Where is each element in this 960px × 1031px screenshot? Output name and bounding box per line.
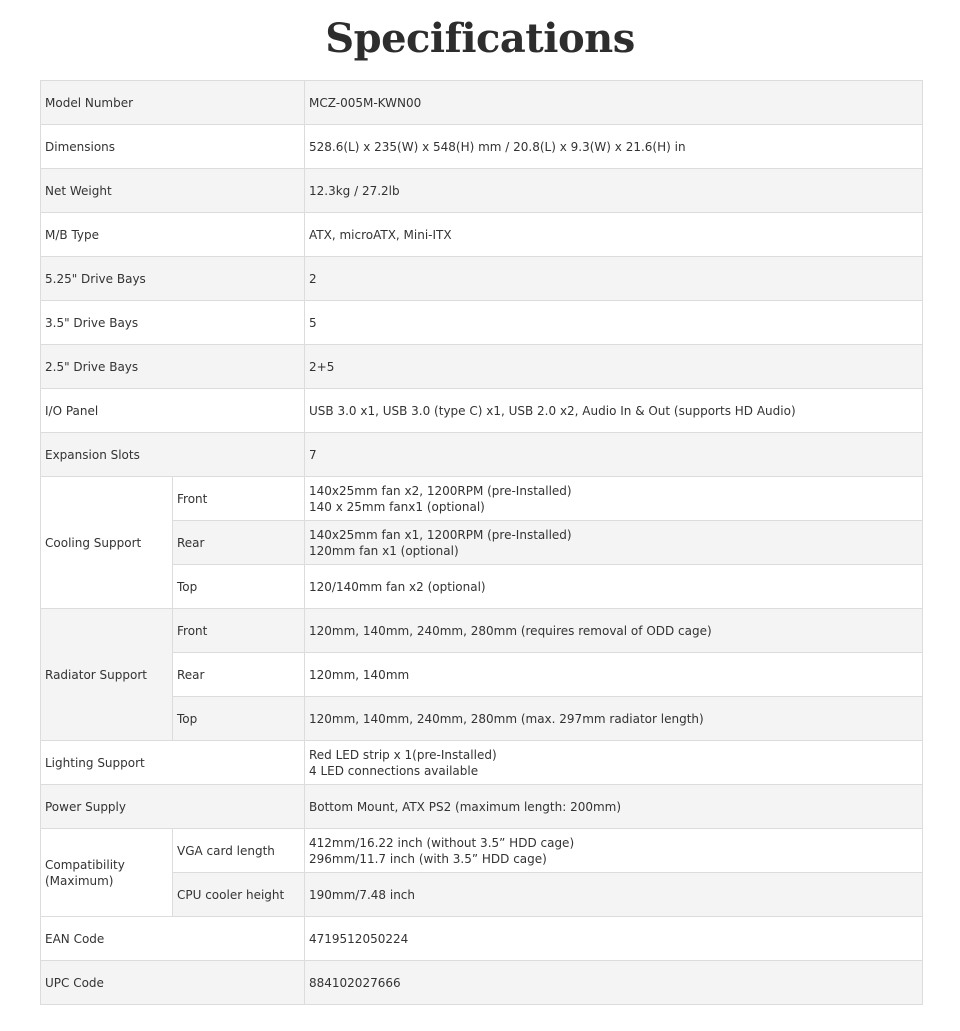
row-cooling-rear	[41, 521, 923, 565]
row-lighting-support	[41, 741, 923, 785]
value-line: 140x25mm fan x2, 1200RPM (pre-Installed)	[309, 483, 572, 498]
row-dimensions	[41, 125, 923, 169]
spec-value: 12.3kg / 27.2lb	[305, 169, 923, 213]
value-line: 4 LED connections available	[309, 763, 479, 778]
group-label-line: Compatibility	[45, 857, 125, 872]
spec-label: Model Number	[41, 81, 305, 125]
row-ean-code	[41, 917, 923, 961]
spec-value: 120mm, 140mm	[305, 653, 923, 697]
sub-label: Top	[173, 697, 305, 741]
group-label-radiator-support: Radiator Support	[41, 609, 173, 741]
spec-value: 7	[305, 433, 923, 477]
sub-label: Front	[173, 477, 305, 521]
row-mb-type	[41, 213, 923, 257]
spec-value	[305, 521, 923, 565]
row-upc-code	[41, 961, 923, 1005]
value-line: 296mm/11.7 inch (with 3.5” HDD cage)	[309, 851, 547, 866]
spec-value: USB 3.0 x1, USB 3.0 (type C) x1, USB 2.0 x2, Audio In & Out (supports HD Audio)	[305, 389, 923, 433]
spec-label: EAN Code	[41, 917, 305, 961]
row-35-drive-bays	[41, 301, 923, 345]
row-compat-vga	[41, 829, 923, 873]
spec-value: 4719512050224	[305, 917, 923, 961]
row-525-drive-bays	[41, 257, 923, 301]
group-label-line: (Maximum)	[45, 873, 114, 888]
row-cooling-front	[41, 477, 923, 521]
spec-value: 2	[305, 257, 923, 301]
spec-value: 2+5	[305, 345, 923, 389]
value-line: 140 x 25mm fanx1 (optional)	[309, 499, 485, 514]
spec-value: 5	[305, 301, 923, 345]
row-model-number	[41, 81, 923, 125]
row-radiator-rear	[41, 653, 923, 697]
sub-label: Front	[173, 609, 305, 653]
spec-label: 5.25" Drive Bays	[41, 257, 305, 301]
row-net-weight	[41, 169, 923, 213]
value-line: Red LED strip x 1(pre-Installed)	[309, 747, 497, 762]
group-label-compatibility	[41, 829, 173, 917]
row-25-drive-bays	[41, 345, 923, 389]
spec-value	[305, 829, 923, 873]
spec-value: Bottom Mount, ATX PS2 (maximum length: 200mm)	[305, 785, 923, 829]
sub-label: CPU cooler height	[173, 873, 305, 917]
value-line: 140x25mm fan x1, 1200RPM (pre-Installed)	[309, 527, 572, 542]
spec-label: Power Supply	[41, 785, 305, 829]
spec-value: 884102027666	[305, 961, 923, 1005]
row-radiator-top	[41, 697, 923, 741]
spec-value	[305, 741, 923, 785]
spec-label: Expansion Slots	[41, 433, 305, 477]
sub-label: Top	[173, 565, 305, 609]
row-io-panel	[41, 389, 923, 433]
spec-label: Dimensions	[41, 125, 305, 169]
spec-value: 120mm, 140mm, 240mm, 280mm (max. 297mm radiator length)	[305, 697, 923, 741]
value-line: 120mm fan x1 (optional)	[309, 543, 459, 558]
spec-value: ATX, microATX, Mini-ITX	[305, 213, 923, 257]
sub-label: Rear	[173, 653, 305, 697]
row-radiator-front	[41, 609, 923, 653]
specifications-table	[40, 80, 923, 1005]
spec-value: 120mm, 140mm, 240mm, 280mm (requires removal of ODD cage)	[305, 609, 923, 653]
spec-label: M/B Type	[41, 213, 305, 257]
value-line: 412mm/16.22 inch (without 3.5” HDD cage)	[309, 835, 575, 850]
spec-label: I/O Panel	[41, 389, 305, 433]
spec-label: 3.5" Drive Bays	[41, 301, 305, 345]
page-title: Specifications	[325, 15, 635, 62]
spec-label: UPC Code	[41, 961, 305, 1005]
spec-value: 120/140mm fan x2 (optional)	[305, 565, 923, 609]
spec-value	[305, 477, 923, 521]
group-label-cooling-support: Cooling Support	[41, 477, 173, 609]
sub-label: Rear	[173, 521, 305, 565]
row-power-supply	[41, 785, 923, 829]
spec-label: Lighting Support	[41, 741, 305, 785]
row-cooling-top	[41, 565, 923, 609]
spec-label: 2.5" Drive Bays	[41, 345, 305, 389]
spec-value: MCZ-005M-KWN00	[305, 81, 923, 125]
spec-value: 190mm/7.48 inch	[305, 873, 923, 917]
row-compat-cpu	[41, 873, 923, 917]
spec-value: 528.6(L) x 235(W) x 548(H) mm / 20.8(L) x 9.3(W) x 21.6(H) in	[305, 125, 923, 169]
sub-label: VGA card length	[173, 829, 305, 873]
row-expansion-slots	[41, 433, 923, 477]
spec-label: Net Weight	[41, 169, 305, 213]
